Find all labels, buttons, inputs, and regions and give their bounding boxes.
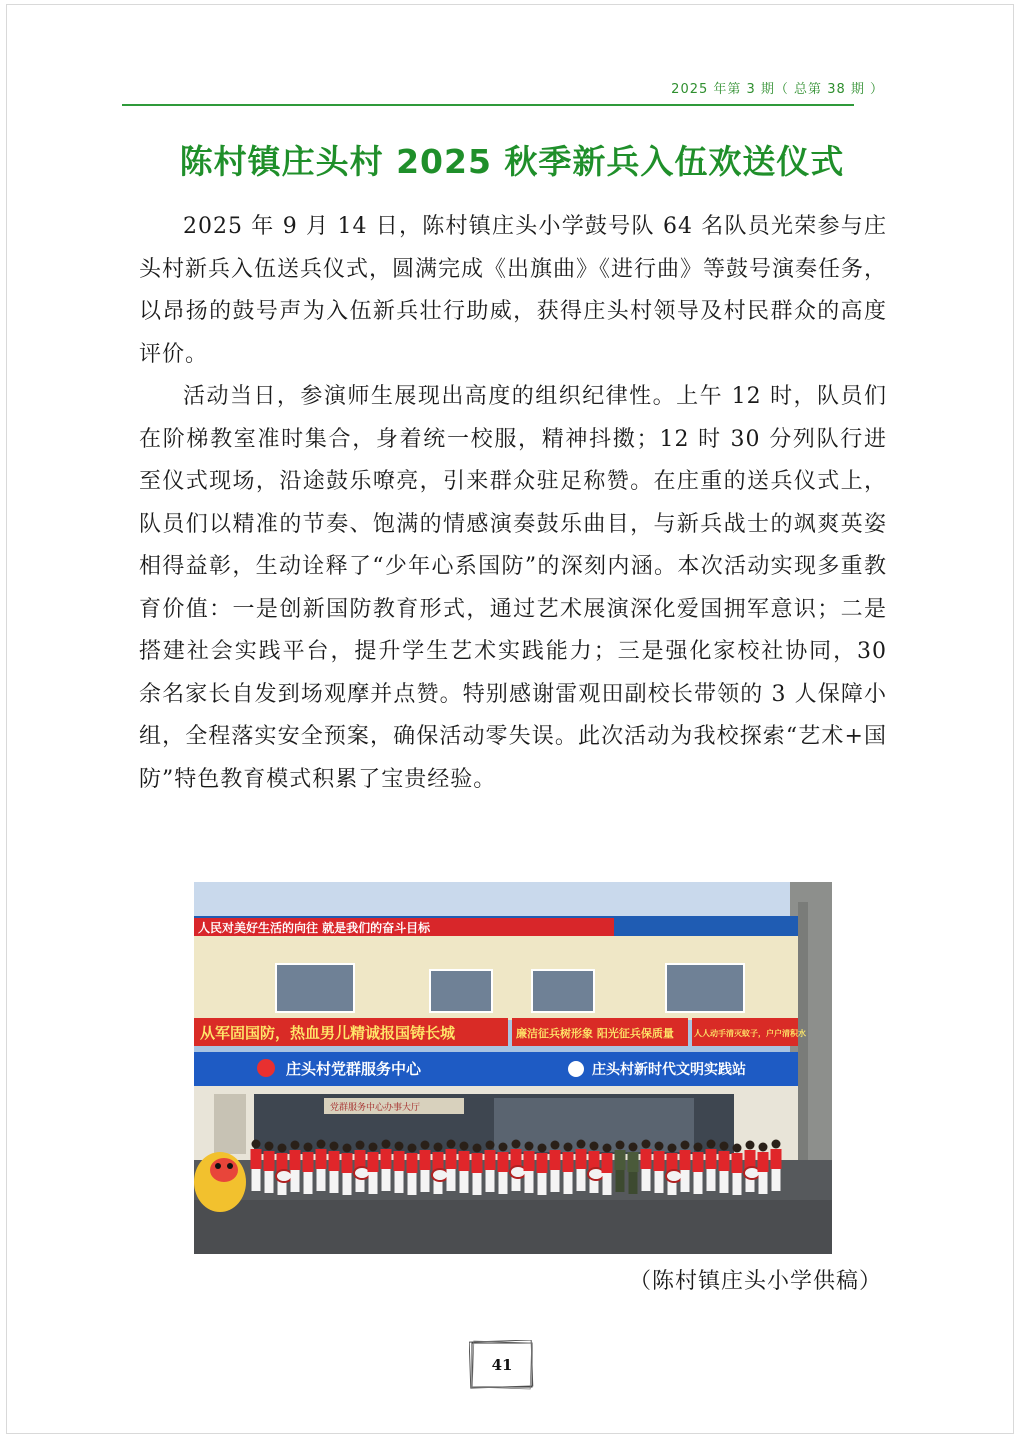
page-number: 41 <box>491 1356 513 1374</box>
article-title: 陈村镇庄头村 2025 秋季新兵入伍欢送仪式 <box>179 142 845 181</box>
students-group <box>251 1140 782 1196</box>
issue-info: 2025 年第 3 期（ 总第 38 期 ） <box>671 82 884 97</box>
header-rule <box>122 104 854 106</box>
page-number-box <box>469 1340 535 1390</box>
drum <box>666 1170 682 1182</box>
drum <box>276 1170 292 1182</box>
paragraph-2: 活动当日，参演师生展现出高度的组织纪律性。上午 12 时，队员们在阶梯教室准时集合，身着统一校服，精神抖擞；12 时 30 分列队行进至仪式现场，沿途鼓乐嘹亮，引来群众驻足称赞。在庄重的送兵仪式上，队员们以精准的节奏、饱满的情感演奏鼓乐曲目，与新兵战士的飒爽英姿相得益彰，生动诠释了“少年心系国防”的深刻内涵。本次活动实现多重教育价值：一是创新国防教育形式，通过艺术展演深化爱国拥军意识；二是搭建社会实践平台，提升学生艺术实践能力；三是强化家校社协同，30 余名家长自发到场观摩并点赞。特别感谢雷观田副校长带领的 3 人保障小组，全程落实安全预案，确保活动零失误。此次活动为我校探索“艺术+国防”特色教育模式积累了宝贵经验。 <box>139 384 887 792</box>
event-photo <box>194 882 832 1254</box>
photo-caption: （陈村镇庄头小学供稿） <box>628 1269 882 1294</box>
article-body <box>139 206 887 801</box>
mid-banner-right-text: 廉洁征兵树形象 阳光征兵保质量 <box>516 1027 674 1040</box>
door-sign-text: 党群服务中心办事大厅 <box>330 1103 421 1113</box>
drum <box>432 1169 448 1181</box>
lion-dance-costume <box>194 1152 246 1212</box>
mid-banner-far-text: 人人动手清灭蚊子，户户清积水 <box>694 1029 806 1038</box>
sign-right-text: 庄头村新时代文明实践站 <box>592 1062 746 1078</box>
top-banner-text: 人民对美好生活的向往 就是我们的奋斗目标 <box>198 921 431 935</box>
mid-banner-left-text: 从军固国防，热血男儿精诚报国铸长城 <box>200 1024 456 1042</box>
sign-left-text: 庄头村党群服务中心 <box>286 1060 422 1078</box>
paragraph-1: 2025 年 9 月 14 日，陈村镇庄头小学鼓号队 64 名队员光荣参与庄头村新兵入伍送兵仪式，圆满完成《出旗曲》《进行曲》等鼓号演奏任务，以昂扬的鼓号声为入伍新兵壮行助威，获得庄头村领导及村民群众的高度评价。 <box>139 214 888 367</box>
